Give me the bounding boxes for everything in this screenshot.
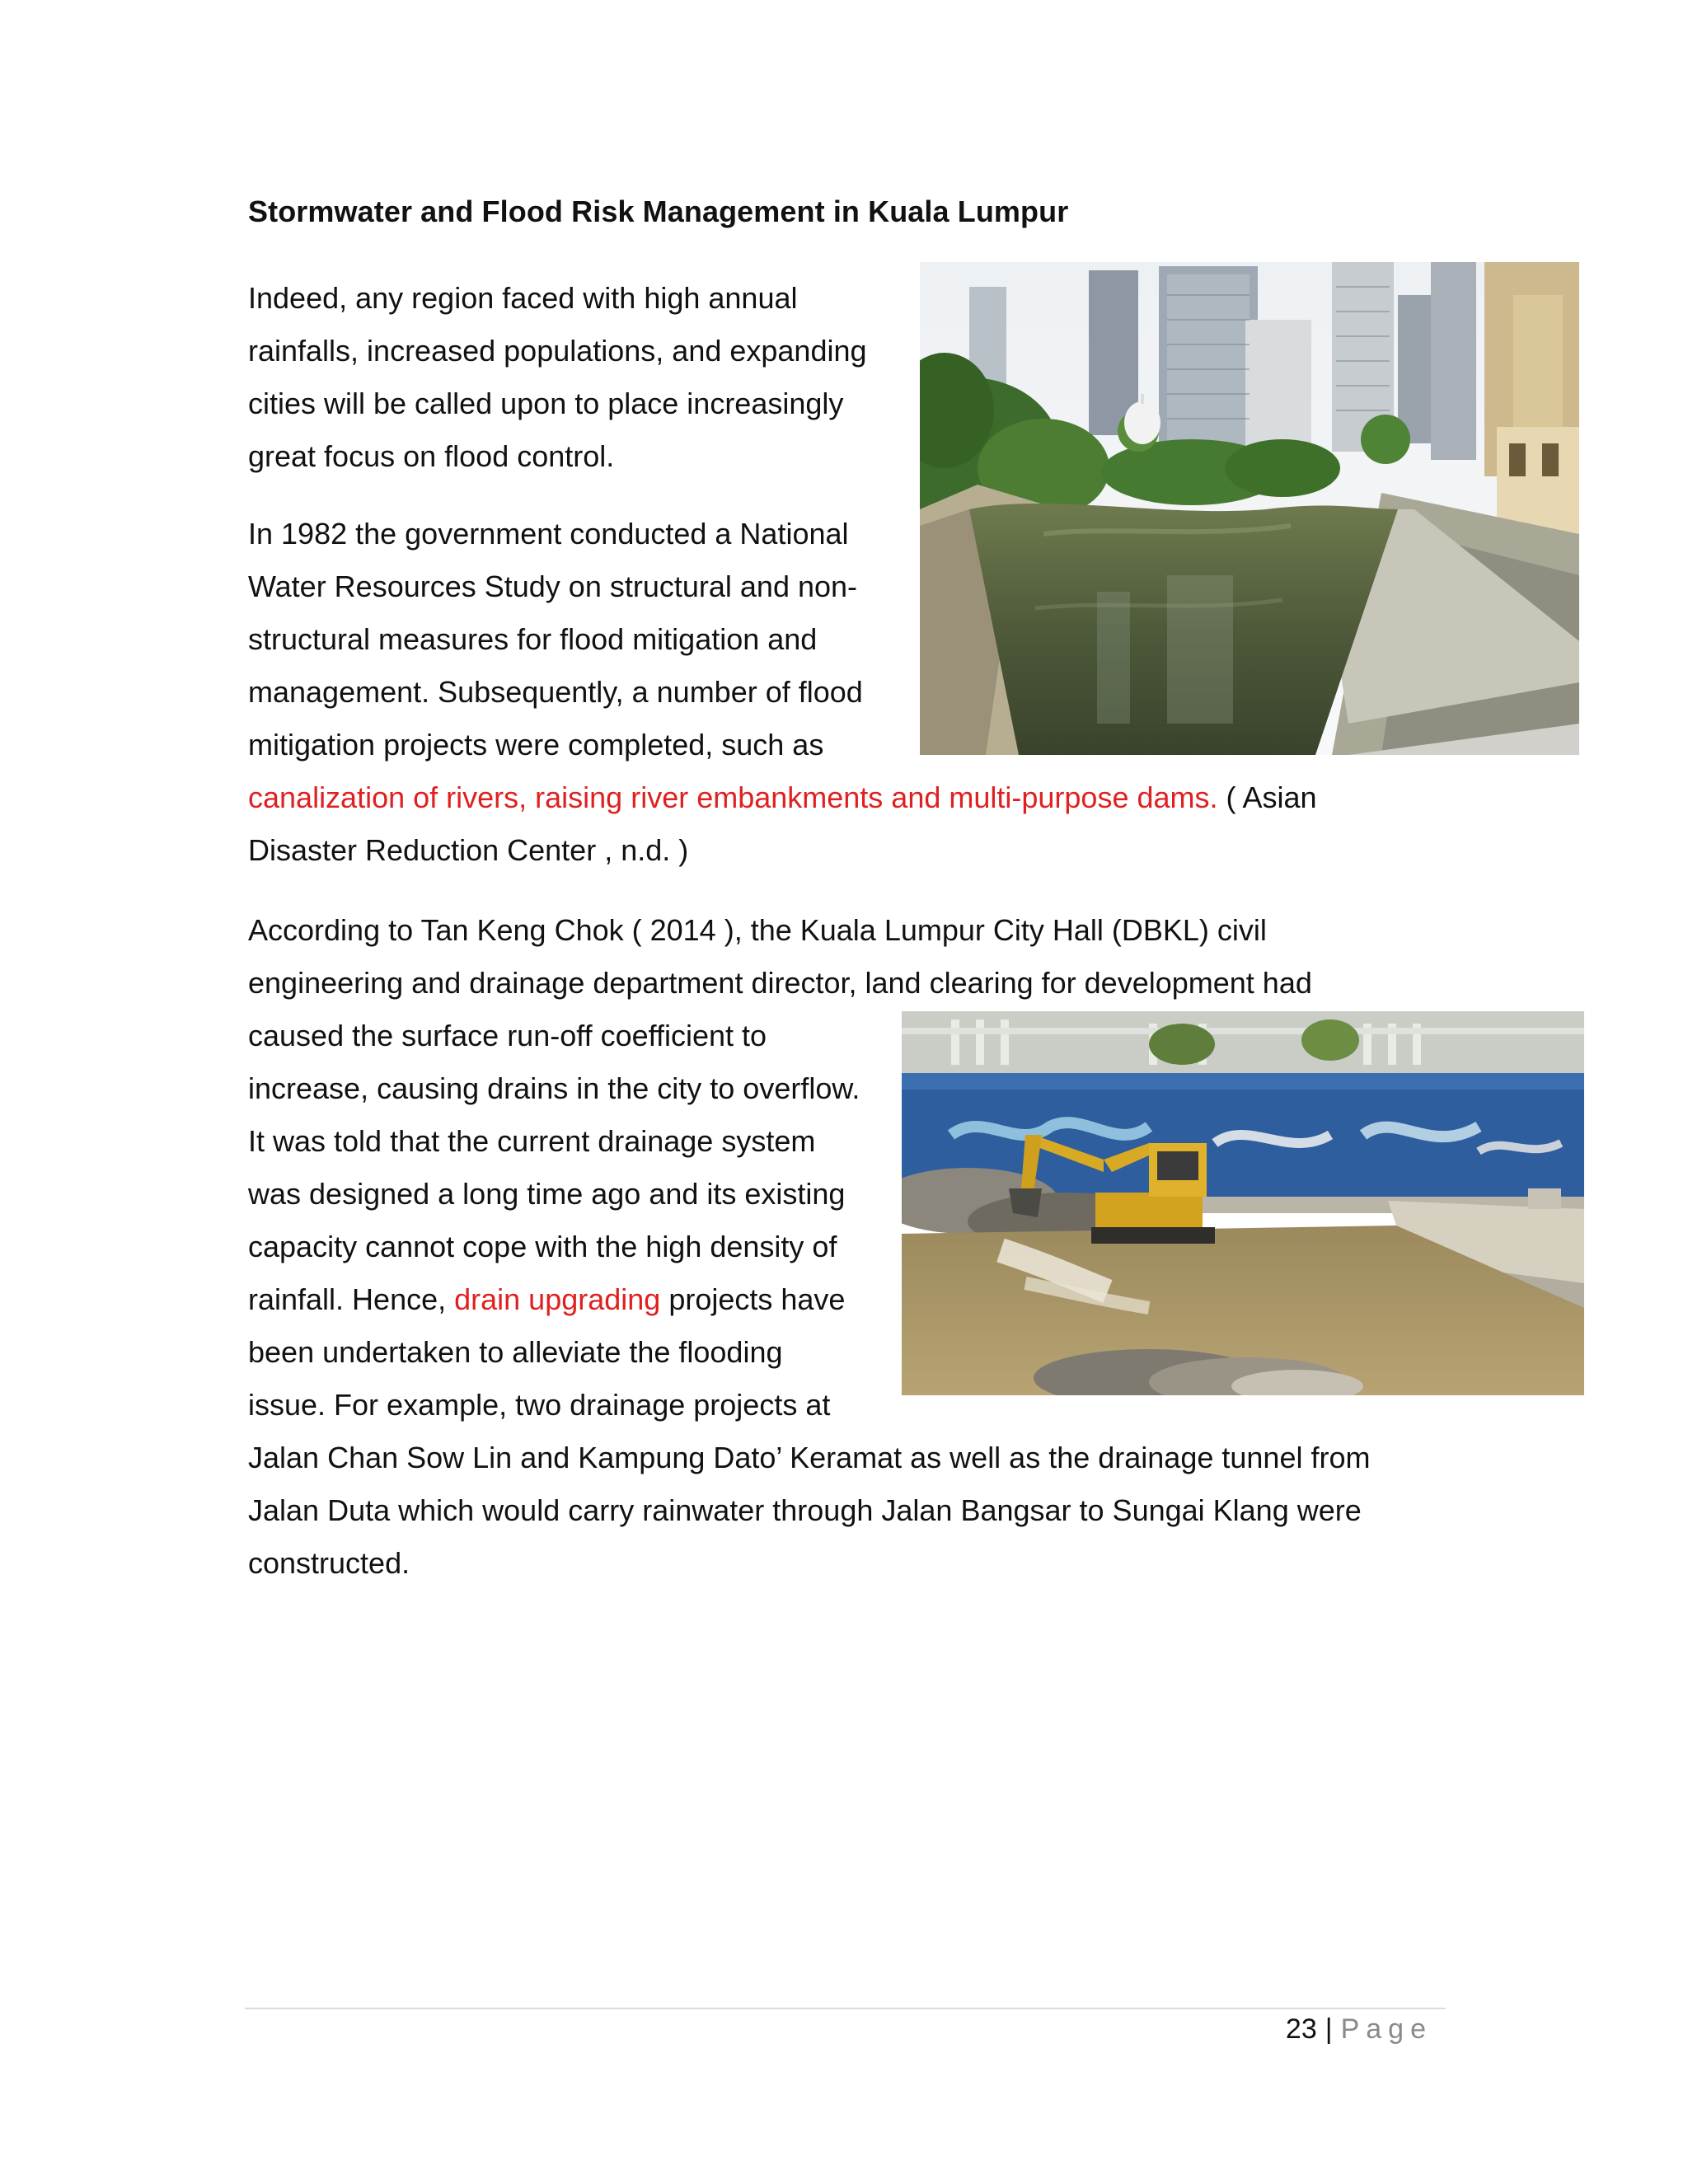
text-line: In 1982 the government conducted a National: [248, 517, 849, 551]
text-line: [248, 771, 1317, 824]
page-label: Page: [1340, 2013, 1432, 2045]
highlighted-text: drain upgrading: [454, 1282, 661, 1316]
text-line: increase, causing drains in the city to overflow.: [248, 1071, 860, 1105]
text-line: structural measures for flood mitigation and: [248, 622, 818, 656]
text-line: great focus on flood control.: [248, 439, 615, 473]
text-line: Jalan Chan Sow Lin and Kampung Dato’ Keramat as well as the drainage tunnel from: [248, 1441, 1371, 1474]
text-line: mitigation projects were completed, such as: [248, 728, 824, 762]
page-title: Stormwater and Flood Risk Management in Kuala Lumpur: [248, 194, 1069, 228]
river-canal-photo: [920, 262, 1579, 755]
text-line: According to Tan Keng Chok ( 2014 ), the Kuala Lumpur City Hall (DBKL) civil: [248, 913, 1267, 947]
text-line: Disaster Reduction Center , n.d. ): [248, 833, 689, 867]
text-line: engineering and drainage department director, land clearing for development had: [248, 966, 1312, 1000]
excavator-drain-illustration: [902, 1011, 1584, 1395]
text-line: issue. For example, two drainage projects at: [248, 1388, 831, 1422]
text-segment: rainfall. Hence,: [248, 1282, 455, 1316]
page-footer: [1286, 2013, 1432, 2046]
text-line: Indeed, any region faced with high annual: [248, 281, 798, 315]
drain-upgrading-photo: [902, 1011, 1584, 1395]
text-line: cities will be called upon to place increasingly: [248, 387, 844, 420]
text-line: management. Subsequently, a number of flood: [248, 675, 863, 709]
text-segment: projects have: [660, 1282, 846, 1316]
highlighted-text: canalization of rivers, raising river embankments and multi-purpose dams.: [248, 780, 1218, 814]
text-line: It was told that the current drainage system: [248, 1124, 816, 1158]
text-line: caused the surface run-off coefficient to: [248, 1019, 767, 1052]
text-line: was designed a long time ago and its existing: [248, 1177, 846, 1211]
text-segment: ( Asian: [1217, 780, 1317, 814]
text-line: rainfalls, increased populations, and expanding: [248, 334, 867, 368]
text-line: constructed.: [248, 1546, 410, 1580]
paragraph-intro: [248, 272, 867, 483]
footer-separator: |: [1325, 2013, 1333, 2045]
text-line: been undertaken to alleviate the flooding: [248, 1335, 783, 1369]
river-canal-illustration: [920, 262, 1579, 755]
page-number: 23: [1285, 2013, 1317, 2045]
text-line: Water Resources Study on structural and non-: [248, 569, 858, 603]
text-line: Jalan Duta which would carry rainwater through Jalan Bangsar to Sungai Klang were: [248, 1493, 1362, 1527]
text-line: capacity cannot cope with the high density of: [248, 1230, 837, 1263]
footer-divider: [245, 2008, 1446, 2009]
